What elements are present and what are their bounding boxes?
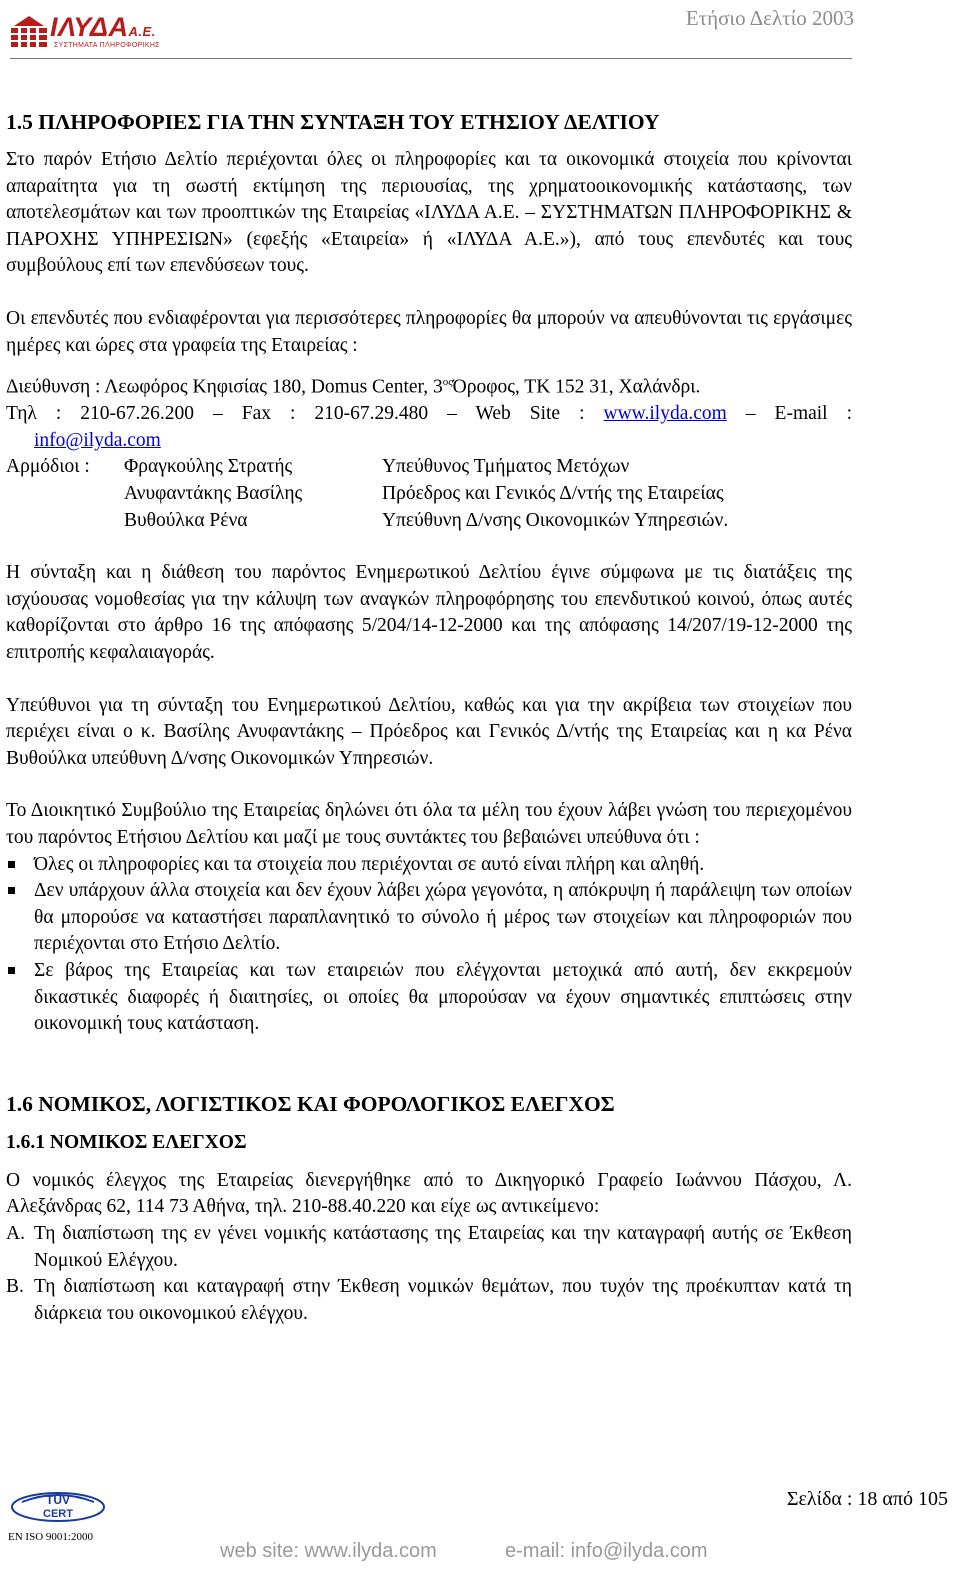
company-logo — [10, 12, 170, 52]
contact-email-line — [6, 428, 852, 455]
footer-email[interactable]: e-mail: info@ilyda.com — [505, 1540, 708, 1562]
contact-line: Τηλ : 210-67.26.200 – Fax : 210-67.29.480 – Web Site : www.ilyda.com – E-mail : — [6, 403, 853, 425]
responsible-label: Αρμόδιοι : — [6, 456, 90, 478]
email-link[interactable]: info@ilyda.com — [34, 429, 161, 451]
responsible-name: Ανυφαντάκης Βασίλης — [124, 483, 303, 505]
audit-items-list — [6, 1221, 852, 1327]
address-line: Διεύθυνση : Λεωφόρος Κηφισίας 180, Domus Center, $3^{o\varsigma}Ό\rho o\varphi o\varsigma$, ΤΚ 152 31, Χαλάνδρι. — [6, 376, 701, 398]
section-heading-1-5: 1.5 ΠΛΗΡΟΦΟΡΙΕΣ ΓΙΑ ΤΗΝ ΣΥΝΤΑΞΗ ΤΟΥ ΕΤΗΣΙΟΥ ΔΕΛΤΙΟΥ — [6, 110, 660, 134]
statement-list — [6, 852, 852, 1038]
paragraph-responsible: Υπεύθυνοι για τη σύνταξη του Ενημερωτικού Δελτίου, καθώς και για την ακρίβεια των στοιχείων που περιέχει είναι ο κ. Βασίλης Ανυφαντάκης – Πρόεδρος και Γενικός Δ/ντής της Εταιρείας και η κα Ρένα Βυθούλκα υπεύθυνη Δ/νσης Οικονομικών Υπηρεσιών. — [6, 694, 852, 769]
paragraph-legal-audit: Ο νομικός έλεγχος της Εταιρείας διενεργήθηκε από το Δικηγορικό Γραφείο Ιωάννου Πάσχου, Λ. Αλεξάνδρας 62, 114 73 Αθήνα, τηλ. 210-88.40.220 και είχε ως αντικείμενο: — [6, 1169, 852, 1218]
responsible-name: Φραγκούλης Στρατής — [124, 456, 293, 478]
responsible-role: Πρόεδρος και Γενικός Δ/ντής της Εταιρείας — [382, 483, 724, 505]
footer-website[interactable]: web site: www.ilyda.com — [220, 1540, 437, 1562]
website-link[interactable]: www.ilyda.com — [603, 403, 727, 425]
page-number: Σελίδα : 18 από 105 — [786, 1488, 948, 1510]
logo-emblem-icon — [10, 14, 48, 48]
header-divider — [10, 58, 852, 59]
list-item: Όλες οι πληροφορίες και τα στοιχεία που περιέχονται σε αυτό είναι πλήρη και αληθή. — [6, 852, 852, 879]
paragraph-board-statement: Το Διοικητικό Συμβούλιο της Εταιρείας δηλώνει ότι όλα τα μέλη του έχουν λάβει γνώση του περιεχομένου του παρόντος Ετήσιου Δελτίου και μαζί με τους συντάκτες του βεβαιώνει υπεύθυνα ότι : — [6, 800, 852, 848]
list-item: Δεν υπάρχουν άλλα στοιχεία και δεν έχουν λάβει χώρα γεγονότα, η απόκρυψη ή παράλειψη των οποίων θα μπορούσε να καταστήσει παραπλανητικό το σύνολο ή μέρος των στοιχείων και πληροφοριών που περιέχονται στο Ετήσιο Δελτίο. — [6, 878, 852, 958]
paragraph-legal-basis: Η σύνταξη και η διάθεση του παρόντος Ενημερωτικού Δελτίου έγινε σύμφωνα με τις διατάξεις της ισχύουσας νομοθεσίας για την κάλυψη των αναγκών πληροφόρησης του επενδυτικού κοινού, όπως αυτές καθορίζονται στο άρθρο 16 της απόφασης 5/204/14-12-2000 και της απόφασης 14/207/19-12-2000 της επιτροπής κεφαλαιαγοράς. — [6, 562, 852, 663]
list-item: Α. Τη διαπίστωση της εν γένει νομικής κατάστασης της Εταιρείας και την καταγραφή αυτής σε Έκθεση Νομικού Ελέγχου. — [6, 1222, 852, 1271]
list-item: Σε βάρος της Εταιρείας και των εταιρειών που ελέγχονται μετοχικά από αυτή, δεν εκκρεμούν δικαστικές διαφορές ή διαιτησίες, οι οποίες θα μπορούσαν να έχουν σημαντικές επιπτώσεις στην οικονομική τους κατάσταση. — [6, 958, 852, 1038]
responsible-role: Υπεύθυνος Τμήματος Μετόχων — [382, 456, 630, 478]
subsection-heading-1-6-1: 1.6.1 ΝΟΜΙΚΟΣ ΕΛΕΓΧΟΣ — [6, 1131, 247, 1153]
tuv-cert-icon — [8, 1490, 108, 1524]
responsible-role: Υπεύθυνη Δ/νσης Οικονομικών Υπηρεσιών. — [382, 509, 729, 531]
responsible-name: Βυθούλκα Ρένα — [124, 509, 248, 531]
logo-wordmark: ΙΛΥΔΑΑ.Ε. — [50, 12, 156, 42]
svg-text:TÜV: TÜV — [46, 1493, 70, 1507]
section-heading-1-6: 1.6 ΝΟΜΙΚΟΣ, ΛΟΓΙΣΤΙΚΟΣ ΚΑΙ ΦΟΡΟΛΟΓΙΚΟΣ ΕΛΕΓΧΟΣ — [6, 1091, 615, 1116]
responsible-persons — [6, 454, 852, 534]
list-item: Β. Τη διαπίστωση και καταγραφή στην Έκθεση νομικών θεμάτων, που τυχόν της προέκυπταν κατά τη διάρκεια του οικονομικού ελέγχου. — [6, 1276, 852, 1324]
logo-subtitle: ΣΥΣΤΗΜΑΤΑ ΠΛΗΡΟΦΟΡΙΚΗΣ — [54, 42, 160, 49]
cert-standard: EN ISO 9001:2000 — [8, 1531, 93, 1543]
svg-text:CERT: CERT — [43, 1508, 73, 1520]
paragraph-intro: Στο παρόν Ετήσιο Δελτίο περιέχονται όλες οι πληροφορίες και τα οικονομικά στοιχεία που κρίνονται απαραίτητα για τη σωστή εκτίμηση της περιουσίας, της χρηματοοικονομικής κατάστασης, των αποτελεσμάτων και των προοπτικών της Εταιρείας «ΙΛΥΔΑ Α.Ε. – ΣΥΣΤΗΜΑΤΩΝ ΠΛΗΡΟΦΟΡΙΚΗΣ & ΠΑΡΟΧΗΣ ΥΠΗΡΕΣΙΩΝ» (εφεξής «Εταιρεία» ή «ΙΛΥΔΑ Α.Ε.»), από τους επενδυτές και τους συμβούλους επί των επενδύσεων τους. — [6, 149, 852, 277]
page-content — [6, 108, 852, 1327]
document-title: Ετήσιο Δελτίο 2003 — [685, 6, 854, 30]
paragraph-investors: Οι επενδυτές που ενδιαφέρονται για περισσότερες πληροφορίες θα μπορούν να απευθύνονται τις εργάσιμες ημέρες και ώρες στα γραφεία της Εταιρείας : — [6, 307, 852, 356]
certification-logo — [8, 1490, 118, 1543]
